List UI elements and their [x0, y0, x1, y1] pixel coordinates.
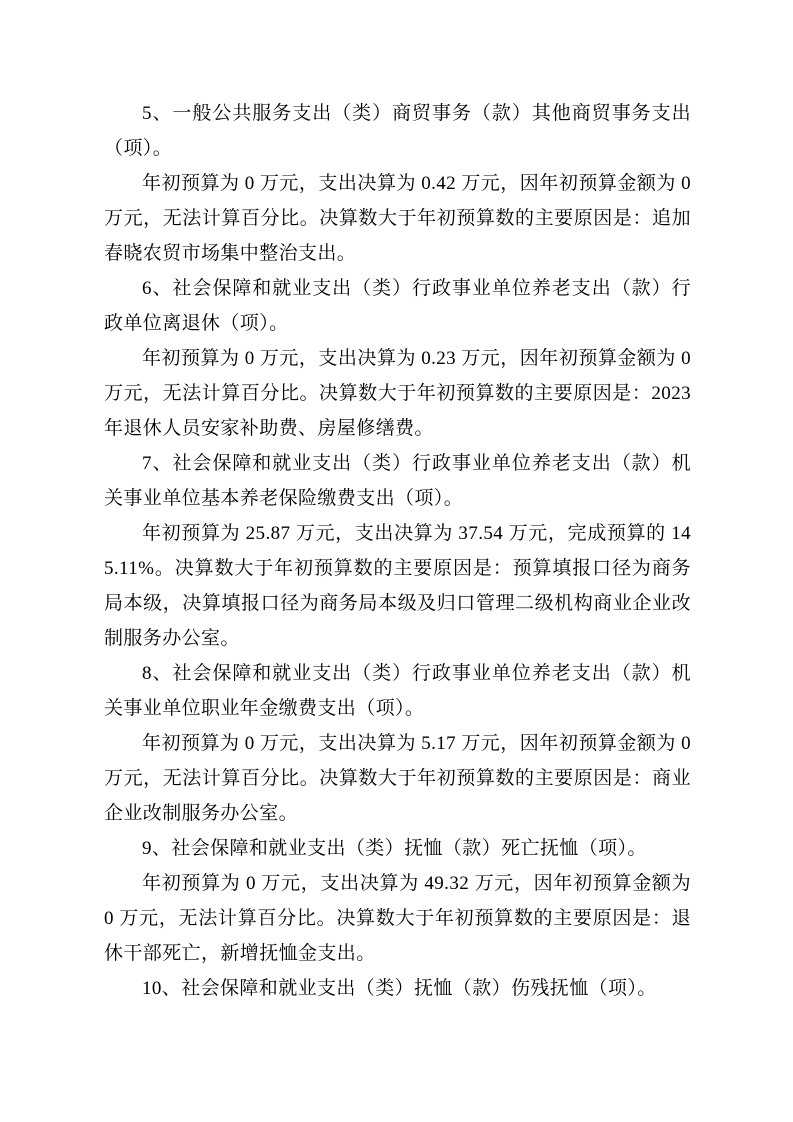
paragraph: 年初预算为 25.87 万元，支出决算为 37.54 万元，完成预算的 145.11%。决算数大于年初预算数的主要原因是：预算填报口径为商务局本级，决算填报口径为商务局本级及归口管理二级机构商业企业改制服务办公室。 — [104, 523, 691, 649]
paragraph: 年初预算为 0 万元，支出决算为 49.32 万元，因年初预算金额为 0 万元，无法计算百分比。决算数大于年初预算数的主要原因是：退休干部死亡，新增抚恤金支出。 — [104, 873, 691, 964]
paragraph: 8、社会保障和就业支出（类）行政事业单位养老支出（款）机关事业单位职业年金缴费支出（项）。 — [104, 663, 691, 719]
paragraph: 9、社会保障和就业支出（类）抚恤（款）死亡抚恤（项）。 — [142, 838, 647, 859]
paragraph: 7、社会保障和就业支出（类）行政事业单位养老支出（款）机关事业单位基本养老保险缴费支出（项）。 — [104, 453, 691, 509]
paragraph: 6、社会保障和就业支出（类）行政事业单位养老支出（款）行政单位离退休（项）。 — [104, 278, 691, 334]
paragraph: 5、一般公共服务支出（类）商贸事务（款）其他商贸事务支出（项）。 — [104, 103, 691, 159]
paragraph: 年初预算为 0 万元，支出决算为 0.23 万元，因年初预算金额为 0 万元，无法计算百分比。决算数大于年初预算数的主要原因是：2023 年退休人员安家补助费、房屋修缮费。 — [104, 348, 691, 439]
paragraph: 10、社会保障和就业支出（类）抚恤（款）伤残抚恤（项）。 — [142, 978, 657, 999]
paragraph: 年初预算为 0 万元，支出决算为 0.42 万元，因年初预算金额为 0 万元，无法计算百分比。决算数大于年初预算数的主要原因是：追加春晓农贸市场集中整治支出。 — [104, 173, 691, 264]
paragraph: 年初预算为 0 万元，支出决算为 5.17 万元，因年初预算金额为 0 万元，无法计算百分比。决算数大于年初预算数的主要原因是：商业企业改制服务办公室。 — [104, 733, 691, 824]
